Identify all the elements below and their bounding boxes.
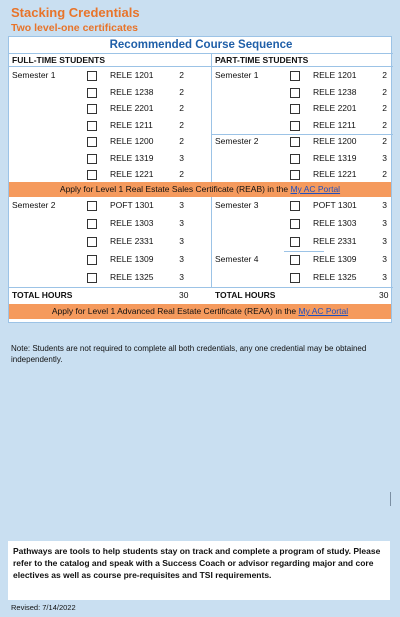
reaa-banner <box>9 304 391 319</box>
course-checkbox[interactable] <box>87 88 97 98</box>
course-code: RELE 1303 <box>110 218 154 228</box>
sequence-title: Recommended Course Sequence <box>109 39 293 51</box>
course-checkbox[interactable] <box>290 88 300 98</box>
credit-hours: 2 <box>382 119 387 130</box>
course-checkbox[interactable] <box>87 137 97 147</box>
course-checkbox[interactable] <box>87 154 97 164</box>
revised-date: Revised: 7/14/2022 <box>11 603 76 612</box>
course-checkbox[interactable] <box>290 154 300 164</box>
semester-label: Semester 1 <box>12 70 56 80</box>
course-checkbox[interactable] <box>87 170 97 180</box>
reaa-banner-text: Apply for Level 1 Advanced Real Estate Certificate (REAA) in the <box>51 306 299 316</box>
course-checkbox[interactable] <box>290 255 300 265</box>
course-code: RELE 1319 <box>313 152 357 163</box>
divider <box>212 134 393 135</box>
course-checkbox[interactable] <box>87 201 97 211</box>
semester-label: Semester 3 <box>215 200 259 210</box>
course-code: RELE 1238 <box>313 86 357 97</box>
column-divider <box>211 197 212 287</box>
page-subtitle: Two level-one certificates <box>11 22 139 34</box>
credit-hours: 2 <box>382 136 387 146</box>
course-code: RELE 1211 <box>110 119 153 130</box>
course-code: RELE 1200 <box>313 136 357 146</box>
semester-label: Semester 2 <box>215 136 259 146</box>
part-time-total-label: TOTAL HOURS <box>215 290 276 300</box>
course-code: RELE 2331 <box>110 236 154 246</box>
part-time-total-value: 30 <box>379 290 389 300</box>
pathways-notice: Pathways are tools to help students stay on track and complete a program of study. Please refer to the catalog and speak with a Success Coach or advisor regarding major and core electives as well as course pre-requisites and TSI requirements. <box>8 541 390 600</box>
divider <box>284 251 324 252</box>
credit-hours: 3 <box>179 200 184 210</box>
reab-banner <box>9 182 391 197</box>
course-code: RELE 1319 <box>110 152 154 163</box>
credit-hours: 2 <box>179 119 184 130</box>
course-code: RELE 1211 <box>313 119 356 130</box>
course-checkbox[interactable] <box>290 71 300 81</box>
course-checkbox[interactable] <box>87 71 97 81</box>
divider <box>9 53 393 54</box>
credit-hours: 3 <box>382 236 387 246</box>
part-time-header: PART-TIME STUDENTS <box>215 55 309 65</box>
course-code: RELE 1309 <box>313 254 357 264</box>
course-code: RELE 1221 <box>110 169 154 179</box>
full-time-total-value: 30 <box>179 290 189 300</box>
credit-hours: 2 <box>382 103 387 113</box>
credentials-note: Note: Students are not required to complete all both credentials, any one credential may be obtained independently. <box>11 344 367 364</box>
credit-hours: 3 <box>382 254 387 264</box>
semester-label: Semester 1 <box>215 70 259 80</box>
course-checkbox[interactable] <box>290 104 300 114</box>
course-checkbox[interactable] <box>87 237 97 247</box>
course-checkbox[interactable] <box>87 255 97 265</box>
scroll-indicator <box>390 492 391 506</box>
credit-hours: 2 <box>179 70 184 80</box>
page-title: Stacking Credentials <box>11 5 140 20</box>
course-checkbox[interactable] <box>290 137 300 147</box>
credit-hours: 3 <box>179 236 184 246</box>
course-code: RELE 1309 <box>110 254 154 264</box>
course-code: RELE 1303 <box>313 218 357 228</box>
credit-hours: 2 <box>382 70 387 80</box>
course-checkbox[interactable] <box>290 273 300 283</box>
course-checkbox[interactable] <box>87 219 97 229</box>
course-code: RELE 1201 <box>110 70 154 80</box>
course-checkbox[interactable] <box>290 121 300 131</box>
course-checkbox[interactable] <box>290 170 300 180</box>
course-code: RELE 2201 <box>313 103 357 113</box>
course-code: RELE 1200 <box>110 136 154 146</box>
credit-hours: 3 <box>382 272 387 282</box>
credit-hours: 3 <box>179 254 184 264</box>
credit-hours: 2 <box>179 103 184 113</box>
column-divider <box>211 54 212 182</box>
course-code: POFT 1301 <box>313 200 357 210</box>
reab-banner-text: Apply for Level 1 Real Estate Sales Certificate (REAB) in the <box>59 184 291 194</box>
course-checkbox[interactable] <box>87 104 97 114</box>
credit-hours: 2 <box>179 169 184 179</box>
credit-hours: 3 <box>382 218 387 228</box>
semester-label: Semester 4 <box>215 254 259 264</box>
course-checkbox[interactable] <box>87 273 97 283</box>
course-checkbox[interactable] <box>290 201 300 211</box>
course-code: RELE 1238 <box>110 86 154 97</box>
course-code: RELE 2331 <box>313 236 357 246</box>
my-ac-portal-link[interactable]: My AC Portal <box>290 184 341 194</box>
course-checkbox[interactable] <box>290 237 300 247</box>
course-sequence-card <box>8 36 392 323</box>
credit-hours: 3 <box>382 200 387 210</box>
course-code: RELE 2201 <box>110 103 154 113</box>
full-time-total-label: TOTAL HOURS <box>12 290 73 300</box>
credit-hours: 3 <box>179 152 184 163</box>
full-time-header: FULL-TIME STUDENTS <box>12 55 106 65</box>
divider <box>9 66 393 67</box>
course-code: RELE 1201 <box>313 70 357 80</box>
my-ac-portal-link[interactable]: My AC Portal <box>298 306 349 316</box>
credit-hours: 3 <box>179 272 184 282</box>
credit-hours: 2 <box>382 169 387 179</box>
credit-hours: 2 <box>179 136 184 146</box>
credit-hours: 2 <box>382 86 387 97</box>
course-checkbox[interactable] <box>290 219 300 229</box>
course-code: POFT 1301 <box>110 200 154 210</box>
credit-hours: 3 <box>382 152 387 163</box>
divider <box>9 287 393 288</box>
credit-hours: 2 <box>179 86 184 97</box>
course-code: RELE 1221 <box>313 169 357 179</box>
course-checkbox[interactable] <box>87 121 97 131</box>
course-code: RELE 1325 <box>110 272 154 282</box>
course-code: RELE 1325 <box>313 272 357 282</box>
semester-label: Semester 2 <box>12 200 56 210</box>
credit-hours: 3 <box>179 218 184 228</box>
